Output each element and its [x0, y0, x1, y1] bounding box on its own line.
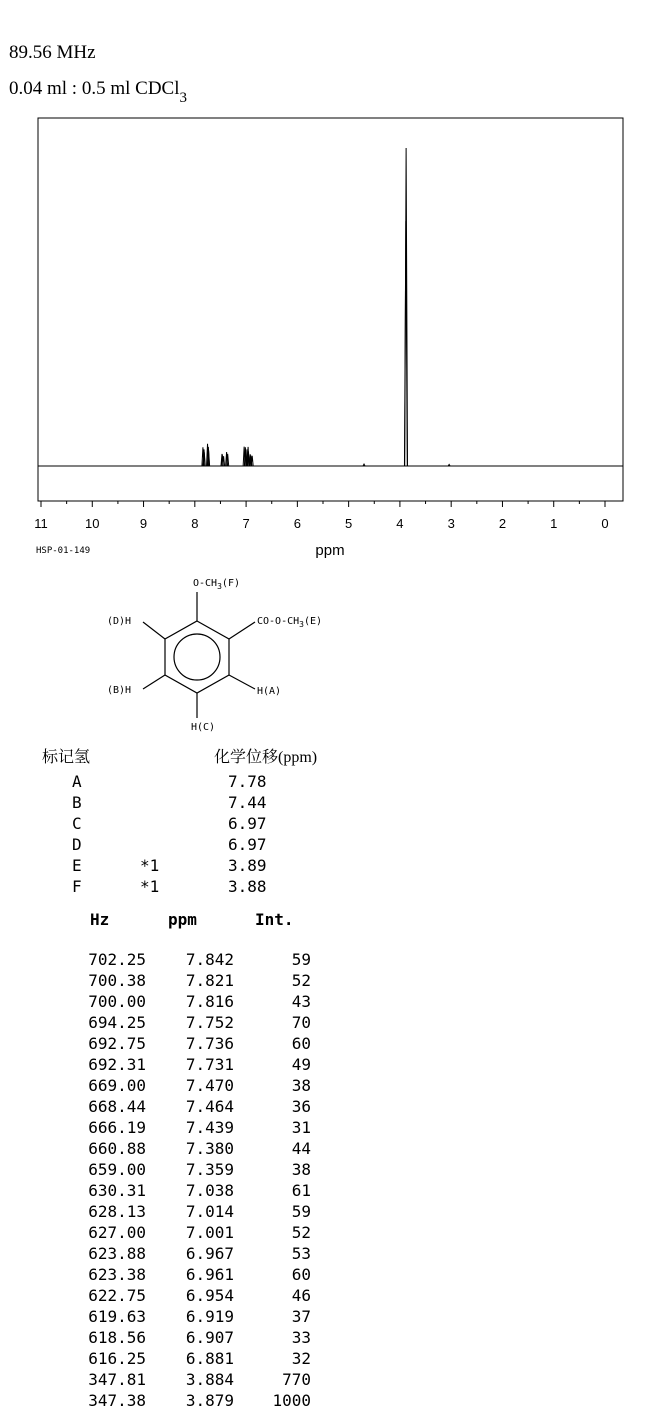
peak-intensity: 70: [291, 1013, 311, 1032]
peak-hz: 619.63: [88, 1307, 146, 1326]
peak-intensity: 52: [291, 971, 311, 990]
peak-intensity: 1000: [272, 1391, 311, 1410]
assignment-shift: 7.78: [228, 772, 267, 791]
assignment-note: *1: [140, 877, 160, 896]
assignment-label: B: [72, 793, 82, 812]
peak-intensity: 46: [291, 1286, 311, 1305]
peak-row: [0, 1160, 330, 1181]
peak-row: [0, 1223, 330, 1244]
peak-hz: 628.13: [88, 1202, 146, 1221]
peak-intensity: 32: [291, 1349, 311, 1368]
peak-intensity: 37: [291, 1307, 311, 1326]
peak-hz: 618.56: [88, 1328, 146, 1347]
benzene-ring: [165, 621, 229, 693]
hydrogen-b-label: (B)H: [107, 685, 132, 696]
x-axis-ticks: [41, 501, 605, 507]
peak-ppm: 7.842: [185, 950, 234, 969]
peak-ppm: 7.470: [185, 1076, 234, 1095]
peak-intensity: 59: [291, 1202, 311, 1221]
peak-ppm: 3.884: [185, 1370, 234, 1389]
assignment-row: [0, 772, 330, 793]
peak-ppm: 3.879: [185, 1391, 234, 1410]
peak-ppm: 7.001: [185, 1223, 234, 1242]
assignment-row: [0, 835, 330, 856]
peak-row: [0, 1286, 330, 1307]
peak-ppm: 6.881: [185, 1349, 234, 1368]
peak-ppm: 7.736: [185, 1034, 234, 1053]
x-axis-label: ppm: [315, 542, 345, 559]
peak-intensity: 44: [291, 1139, 311, 1158]
assignment-row: [0, 814, 330, 835]
peak-table: [0, 950, 330, 1412]
peak-intensity: 770: [282, 1370, 311, 1389]
hydrogen-c-label: H(C): [191, 722, 216, 733]
x-tick-label: 3: [447, 516, 455, 531]
peak-row: [0, 1013, 330, 1034]
peak-row: [0, 1307, 330, 1328]
peak-hz: 623.88: [88, 1244, 146, 1263]
peak-row: [0, 1370, 330, 1391]
peak-row: [0, 971, 330, 992]
ester-group: $CO-O-CH_3(E)$: [257, 616, 323, 629]
peak-row: [0, 1181, 330, 1202]
peak-hz: 660.88: [88, 1139, 146, 1158]
assignment-shift: 6.97: [228, 835, 267, 854]
peak-ppm: 7.731: [185, 1055, 234, 1074]
peak-ppm: 6.907: [185, 1328, 234, 1347]
x-tick-label: 1: [550, 516, 558, 531]
peak-intensity: 60: [291, 1034, 311, 1053]
peak-row: [0, 1076, 330, 1097]
peak-ppm: 6.954: [185, 1286, 234, 1305]
peak-ppm: 6.961: [185, 1265, 234, 1284]
assignment-row: [0, 856, 330, 877]
peak-ppm: 6.967: [185, 1244, 234, 1263]
substituent-bonds: [143, 592, 255, 718]
peak-ppm: 7.380: [185, 1139, 234, 1158]
peak-intensity: 60: [291, 1265, 311, 1284]
x-tick-label: 6: [293, 516, 301, 531]
methoxy-group: $O-CH_3(F)$: [193, 578, 240, 591]
assignment-label: A: [72, 772, 82, 791]
assignment-shift: 3.88: [228, 877, 267, 896]
peak-row: [0, 1055, 330, 1076]
peak-hz: 622.75: [88, 1286, 146, 1305]
assignment-row: [0, 877, 330, 898]
peak-hz: 627.00: [88, 1223, 146, 1242]
assignment-row: [0, 793, 330, 814]
molecule-structure: [95, 572, 365, 740]
peak-row: [0, 1328, 330, 1349]
x-tick-label: 4: [396, 516, 404, 531]
peak-hz: 692.31: [88, 1055, 146, 1074]
assignment-label: F: [72, 877, 82, 896]
assignment-table: [0, 772, 330, 898]
peak-row: [0, 950, 330, 971]
spectrometer-frequency: 89.56 MHz: [9, 42, 96, 63]
peak-row: [0, 1391, 330, 1412]
peak-hz: 668.44: [88, 1097, 146, 1116]
peak-intensity: 38: [291, 1160, 311, 1179]
peak-hz: 616.25: [88, 1349, 146, 1368]
peak-hz: 692.75: [88, 1034, 146, 1053]
peak-ppm: 6.919: [185, 1307, 234, 1326]
peak-row: [0, 1244, 330, 1265]
peak-row: [0, 1202, 330, 1223]
peak-hz: 702.25: [88, 950, 146, 969]
x-tick-label: 10: [85, 516, 100, 531]
sample-code: HSP-01-149: [36, 546, 91, 556]
solvent-subscript: 3: [179, 89, 187, 106]
x-tick-label: 8: [191, 516, 199, 531]
peak-ppm: 7.038: [185, 1181, 234, 1200]
peak-intensity: 36: [291, 1097, 311, 1116]
peak-row: [0, 1097, 330, 1118]
assignment-label: D: [72, 835, 82, 854]
assignment-shift: 6.97: [228, 814, 267, 833]
assignment-label-header: 标记氢: [42, 749, 91, 766]
peak-intensity: 59: [291, 950, 311, 969]
peak-hz: 659.00: [88, 1160, 146, 1179]
assignment-label: E: [72, 856, 82, 875]
nmr-spectrum-chart: [0, 100, 652, 565]
x-tick-label: 2: [498, 516, 507, 531]
peak-intensity: 43: [291, 992, 311, 1011]
peak-intensity: 38: [291, 1076, 311, 1095]
peak-row: [0, 1265, 330, 1286]
peak-intensity: 31: [291, 1118, 311, 1137]
x-tick-label: 9: [139, 516, 148, 531]
peak-hz: 347.38: [88, 1391, 146, 1410]
peak-intensity: 49: [291, 1055, 311, 1074]
peak-ppm: 7.359: [185, 1160, 234, 1179]
peak-hz: 630.31: [88, 1181, 146, 1200]
assignment-shift: 3.89: [228, 856, 267, 875]
peak-hz: 666.19: [88, 1118, 146, 1137]
peak-ppm: 7.439: [185, 1118, 234, 1137]
assignment-shift-header: 化学位移(ppm): [214, 749, 318, 766]
peak-ppm: 7.014: [185, 1202, 234, 1221]
peak-intensity: 61: [291, 1181, 311, 1200]
peak-header-int: Int.: [255, 910, 294, 929]
peak-header-ppm: ppm: [168, 910, 197, 929]
solvent-text: 0.04 ml : 0.5 ml CDCl: [9, 78, 180, 99]
peak-intensity: 53: [291, 1244, 311, 1263]
x-axis-tick-labels: [34, 516, 608, 531]
peak-row: [0, 1034, 330, 1055]
hydrogen-d-label: (D)H: [107, 616, 132, 627]
peak-ppm: 7.821: [185, 971, 234, 990]
x-tick-label: 7: [242, 516, 250, 531]
assignment-note: *1: [140, 856, 160, 875]
hydrogen-a-label: H(A): [257, 686, 282, 697]
peak-row: [0, 992, 330, 1013]
peak-hz: 700.38: [88, 971, 146, 990]
peak-hz: 347.81: [88, 1370, 146, 1389]
peak-row: [0, 1118, 330, 1139]
peak-ppm: 7.752: [185, 1013, 234, 1032]
peak-ppm: 7.464: [185, 1097, 234, 1116]
peak-hz: 700.00: [88, 992, 146, 1011]
peak-intensity: 52: [291, 1223, 311, 1242]
assignment-label: C: [72, 814, 82, 833]
peak-row: [0, 1349, 330, 1370]
peak-ppm: 7.816: [185, 992, 234, 1011]
peak-intensity: 33: [291, 1328, 311, 1347]
peak-hz: 669.00: [88, 1076, 146, 1095]
peak-header-hz: Hz: [90, 910, 110, 929]
spectrum-peaks: [202, 148, 450, 466]
x-tick-label: 11: [34, 516, 48, 531]
peak-hz: 694.25: [88, 1013, 146, 1032]
peak-hz: 623.38: [88, 1265, 146, 1284]
assignment-shift: 7.44: [228, 793, 267, 812]
x-tick-label: 0: [601, 516, 609, 531]
peak-row: [0, 1139, 330, 1160]
x-tick-label: 5: [345, 516, 353, 531]
plot-frame: [38, 118, 623, 501]
